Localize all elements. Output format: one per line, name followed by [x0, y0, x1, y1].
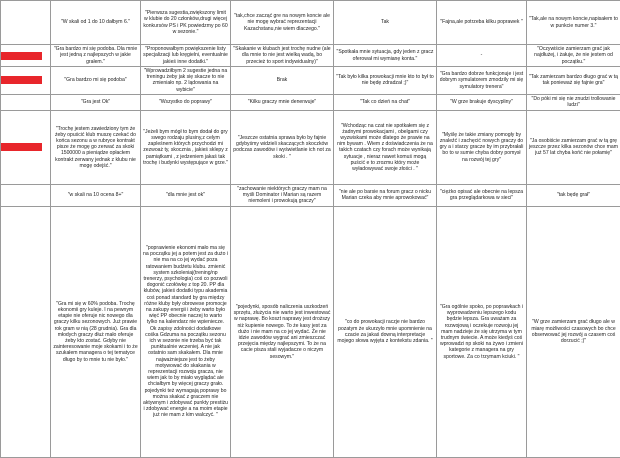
answer-cell: "Ja osobiście zamierzam grać w tą grę jeszcze przez kilka sezonów chce mam już 57 lat chyba końć nie połamię" [527, 110, 620, 184]
answer-cell: "co do prowokacji raczje nie bardzo pozatym że ukurzyło mnie upomnienie na czacie za jakaś downą interpretacje mojego słowa wyjęta z kontekstu zdania. " [334, 206, 437, 457]
answer-cell: "W grze brakuje dyscypliny" [437, 94, 527, 110]
answer-cell: "Tak było kilka prowokacji mnie kto to był to nie będę zdradzał ;)" [334, 67, 437, 95]
answer-cell: "w skali na 10 ocena 8+" [51, 184, 141, 206]
redaction-mark [1, 76, 42, 84]
respondent-cell [1, 67, 51, 95]
answer-cell: "Wprowadziłbym 2 sugestie jedna na treningu żeby jak się skacze to nie zmieniało np. 2 lądowania na wybicie" [141, 67, 231, 95]
answer-cell: "Skakanie w klubach jest trochę nudne (ale dla mnie to nie jest wielką wadą, bo przecież to sport indywidualny)" [231, 45, 334, 67]
answer-cell: "Fajna,ale potrzeba kilku poprawek " [437, 1, 527, 45]
answer-cell: "ciężko opisać ale obecnie na lepsza gra przeglądarkowa w sieci" [437, 184, 527, 206]
answer-cell: "poprawienie ekonomi mało ma się na początku jej a potem jest za dużo i nie ma na co jej wydać poza ratowaniem budżetu klubu. zmienić system szkoleniaj(trening/np trenerzy, psychologia) coś co pozwoli dogonić czołówkę z top 20. PP dla klubów, jakieś dodatki typu akademia coś ponad standard by gra między różne kluby były obrowese promocje na zakupy energii i żeby warto było więć PP obecnie naczej to warto tylko na kalendarz nie wpieniecze. Ok zapisy zdolności dodatkowe cośka Gdzuma na początku sezonu ich w sezonie nie trzeba być tak punktualnie wczeniej. A nie jak ostatnio sam skakałem. Dla mnie najważniejsze jest to żeby motywować do skakania w reprezentacji rozwoju gracza, nie wiem jak to by miało wyglądać ale chciałbym by więcej graczy grało. pojedynki też wymagają poprawy bo można skakać z graczem nie aktywnym i zdobywać punkty prestiżu i zdobywać energie a na moim etapie już nie mam z kim walczyć. " [141, 206, 231, 457]
table-row [1, 110, 620, 184]
answer-cell: "Gra mi się w 60% podoba. Trochę ekonomii gry kuleje. I na pewnym etapie nie oferuje nic nowego dla graczy kilku sezonowych. Już prawie rok gram w nią (28 grudnia). Gra dla młodych graczy dłuż mało oferuje żeby kto zostać. Gdyby nie zainteresowanie moje skokami i to że szukałem managera o tej tematyce długo by to mnie tu nie było." [51, 206, 141, 457]
respondent-cell [1, 94, 51, 110]
answer-cell: "Proponowałbym powiększenie listy specjalizacji lub kręgielni, eventualnie jakieś inne dodatki." [141, 45, 231, 67]
answer-cell: "Tak,ale na nowym koncie,napisałem to w punkcie numer 3." [527, 1, 620, 45]
answer-cell: "Gra bardzo dobrze funkcjonuje i jest dobrym symulatorem zmodzily mi się symulatory trenera" [437, 67, 527, 95]
answer-cell: "dla mnie jest ok" [141, 184, 231, 206]
table-row [1, 94, 620, 110]
answer-cell: "Do póki mi się nie znudzi trollowanie ludzi" [527, 94, 620, 110]
table-row [1, 67, 620, 95]
answer-cell: "Wchodząc na czat nie spotkałem się z żadnymi prowokacjami , obelgami czy wyzwiskami może dlatego że prawie na nim bywam . Wiem z doświadczenia że na takich czatach czy forach może wynikają sytuacje , nieraz nawet komuś mogą puścić e to zrozmu który może wyładowywać swoje złości . " [334, 110, 437, 184]
answer-cell: "Kilku graczy mnie denerwuje" [231, 94, 334, 110]
answer-cell: "tak,chce zacząć gre na nowym koncie ale nie mogę wybrać reprezentacji Kazachstanu,nie wiem dlaczego." [231, 1, 334, 45]
answer-cell: "Oczywiście zamierzam grać jak najdłużej, i żałuje, że nie jestem od początku." [527, 45, 620, 67]
table-row [1, 206, 620, 457]
answer-cell: "pojedynki, sposób naliczenia uszkodzeń sprzętu, złużycia nie warto jest inwestować w naprawę. Bo koszt naprawy jest droższy niż kupienie nowego. To że kasy jest za dużo i nie mam na co jej wydać. Że nie idzie zawodów wygrać ani zmieszczać przejęcia między najlepszymi. To że na cacie pisza stali wyjadacze o niczym sesowym." [231, 206, 334, 457]
answer-cell: "Tak zamierzam bardzo długo grać w tą tak ponieważ się fajnie gra" [527, 67, 620, 95]
redaction-mark [1, 52, 42, 60]
redaction-mark [1, 143, 42, 151]
answer-cell: "Wszystko do poprawy" [141, 94, 231, 110]
respondent-cell [1, 45, 51, 67]
answer-cell: "W skali od 1 do 10 dałbym 6." [51, 1, 141, 45]
answer-cell: "W grze zamierzam grać długo ale w miarę możliwości czasowych bo chce obserwować jej rozwój a czasem coś dorzucić ;)" [527, 206, 620, 457]
table-row [1, 184, 620, 206]
answer-cell: "Spotkała mnie sytuacja, gdy jeden z gracz oferował mi wymianę konta." [334, 45, 437, 67]
answer-cell: "Gra ogólnie spoko, po poprawkach i wyprowadzeniu lepszego kodu będzie lepsza. Gra uważam za rozwojową i oczekuje rozwoju jej mam nadzieje że się utrzyma w tym trudnym świecie. A może kiedyś coś wprowadzi np skoki na żywo i zmieni kategorie z managera na gry sportowe. Za co trzymam kciuki. " [437, 206, 527, 457]
respondent-cell [1, 184, 51, 206]
answer-cell: "tak będę grał" [527, 184, 620, 206]
answer-cell: Tak [334, 1, 437, 45]
respondent-cell [1, 110, 51, 184]
table-row [1, 45, 620, 67]
answer-cell: "Gra bardzo mi się podoba" [51, 67, 141, 95]
answer-cell: "Myślę że takie zmiany pomogły by znaleźć i zachęcić nowych graczy do gry a i starzy gracze by im przybrałali bo to w sumie chyba dobry pomysł na rozwój tej gry" [437, 110, 527, 184]
table-row [1, 1, 620, 45]
respondent-cell [1, 1, 51, 45]
answer-cell: - [437, 45, 527, 67]
answer-cell: "Pierwsza sugestia,zwiększony limit w klubie do 20 członków,drugi więcej konkursów PS i PK powiedzmy po 60 w sezonie." [141, 1, 231, 45]
answer-cell: "nie ale po barsie na forum gracz o nicku Marian czeka aby mnie aprowokować" [334, 184, 437, 206]
answer-cell: "Tak co dzień na chat" [334, 94, 437, 110]
answer-cell: Brak [231, 67, 334, 95]
respondent-cell [1, 206, 51, 457]
answer-cell: "Jeszcze ostatnia sprawa było by fajnie gdybyśmy widzieli skaczących skoczków podczas zawodów i wyświetlanie ich not za skoki . " [231, 110, 334, 184]
answer-cell: "zachowanie niektórych graczy mam na myśli Dominator i Marian są razem niemoleni i prowokują graczy" [231, 184, 334, 206]
answer-cell: "Jeżeli bym mógł to bym dodał do gry swego rodzaju plusiny,z celym zapleśnem których przychodzi mi zezwoaż ty, skocznia , jakieś sklepy z pamiątkami , z jedzeniem jakaś tak trochę i budynki występujące w grze." [141, 110, 231, 184]
answer-cell: "Gra bardzo mi się podoba. Dla mnie jest jedną z najlepszych w jakie grałem." [51, 45, 141, 67]
answer-cell: "Trochę jestem zawiedziony tym że żeby opuścić klub muszę czekać do końca sezonu a w rubryce kontrakt pisze że mogę go zerwać za skoki 1500000 a pieniądze opłacłem kontrakt zerwany jednak z klubu nie mogę odejść." [51, 110, 141, 184]
answer-cell: "Gra jest Ok" [51, 94, 141, 110]
